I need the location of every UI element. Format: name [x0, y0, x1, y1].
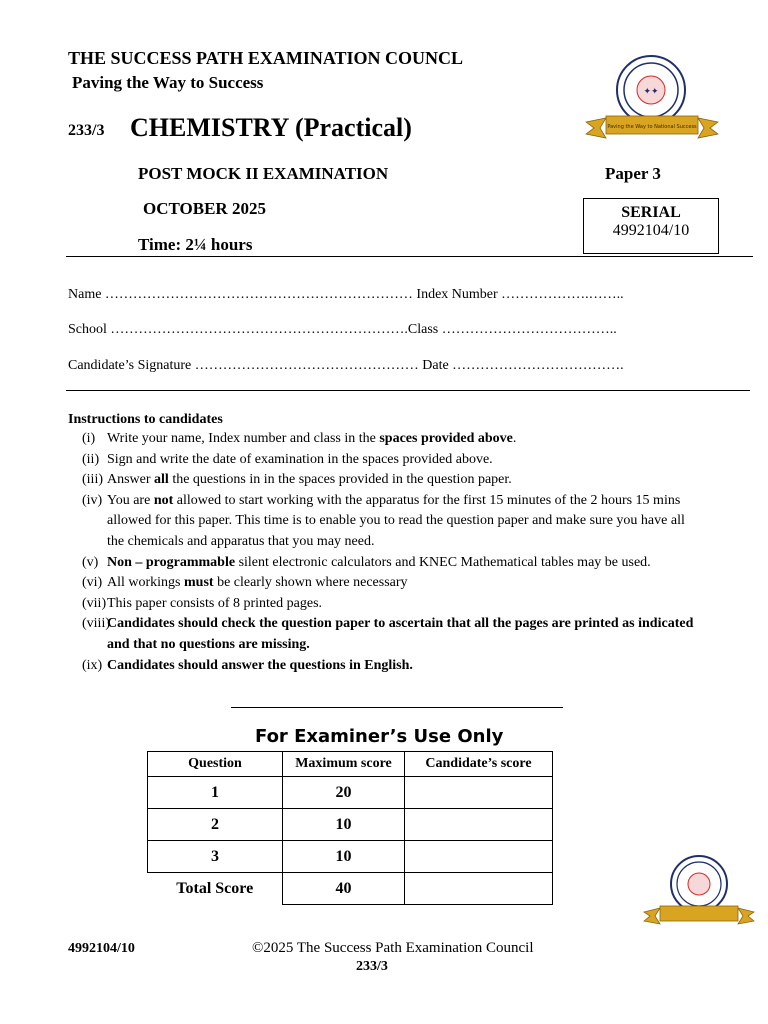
- table-row: [148, 809, 553, 841]
- instruction-number: (iv): [82, 492, 103, 508]
- paper-code: 233/3: [68, 122, 105, 139]
- serial-box: [583, 198, 719, 254]
- instruction-fragment: Candidates should answer the questions in English.: [107, 657, 413, 673]
- examiner-table: [147, 751, 553, 905]
- max-score: 10: [283, 841, 405, 873]
- instruction-text: [107, 614, 702, 655]
- instruction-item: [82, 553, 702, 574]
- instruction-fragment: All workings: [107, 575, 184, 591]
- instruction-item: [82, 491, 702, 553]
- footer-serial: 4992104/10: [68, 941, 135, 956]
- instruction-item: [82, 470, 702, 491]
- paper-number: Paper 3: [605, 164, 661, 183]
- instruction-number: (i): [82, 431, 96, 446]
- council-logo: [584, 52, 720, 144]
- footer-copyright: ©2025 The Success Path Examination Council: [252, 940, 534, 956]
- instructions-title: Instructions to candidates: [68, 412, 223, 427]
- instruction-fragment: must: [184, 575, 214, 591]
- instruction-item: [82, 656, 702, 677]
- council-name: THE SUCCESS PATH EXAMINATION COUNCL: [68, 48, 464, 68]
- candidate-score[interactable]: [405, 777, 553, 809]
- instruction-fragment: the questions in in the spaces provided in the question paper.: [168, 472, 512, 488]
- instruction-text: [107, 656, 413, 677]
- instruction-fragment: allowed to start working with the apparatus for the first 15 minutes of the 2 hours 15 mins allowed for this paper. This time is to enable you to read the question paper and make sure you have all the chemicals and apparatus that you may need.: [107, 492, 685, 549]
- instruction-text: [107, 470, 512, 491]
- instruction-number: (ii): [82, 451, 100, 467]
- instruction-fragment: Candidates should check the question paper to ascertain that all the pages are printed as indicated and that no questions are missing.: [107, 616, 694, 652]
- instruction-fragment: Non – programmable: [107, 554, 236, 570]
- table-row: [148, 841, 553, 873]
- total-row: [148, 873, 553, 905]
- candidate-score[interactable]: [405, 809, 553, 841]
- instruction-text: [107, 429, 516, 450]
- instruction-fragment: Answer: [107, 472, 155, 488]
- header-question: Question: [148, 752, 283, 777]
- instruction-fragment: be clearly shown where necessary: [213, 575, 408, 591]
- instruction-fragment: Write your name, Index number and class in the: [107, 431, 380, 446]
- instruction-number: (viii): [82, 616, 110, 632]
- instruction-fragment: This paper consists of 8 printed pages.: [107, 595, 323, 611]
- header-candidate-score: Candidate’s score: [405, 752, 553, 777]
- subject-title: CHEMISTRY (Practical): [130, 113, 412, 142]
- council-motto: Paving the Way to Success: [72, 73, 264, 92]
- instruction-fragment: silent electronic calculators and KNEC Mathematical tables may be used.: [235, 554, 651, 570]
- table-row: [148, 777, 553, 809]
- total-candidate-score[interactable]: [405, 873, 553, 905]
- serial-value: 4992104/10: [612, 222, 690, 239]
- instruction-item: [82, 450, 702, 471]
- max-score: 10: [283, 809, 405, 841]
- total-max-score: 40: [283, 873, 405, 905]
- instruction-number: (ix): [82, 657, 103, 673]
- instruction-fragment: spaces provided above: [379, 431, 513, 446]
- instruction-item: [82, 429, 702, 450]
- instruction-fragment: Sign and write the date of examination in the spaces provided above.: [107, 451, 493, 467]
- signature-field[interactable]: Candidate’s Signature ………………………………………… Date ……………………………….: [68, 358, 624, 373]
- instruction-item: [82, 594, 702, 615]
- candidate-score[interactable]: [405, 841, 553, 873]
- instruction-text: [107, 594, 322, 615]
- instruction-fragment: .: [512, 431, 517, 446]
- instruction-item: [82, 614, 702, 655]
- question-number: 1: [148, 777, 283, 809]
- serial-label: SERIAL: [621, 204, 681, 221]
- instruction-fragment: all: [154, 472, 169, 488]
- footer-paper-code: 233/3: [356, 959, 388, 974]
- instruction-text: [107, 491, 702, 553]
- header-max-score: Maximum score: [283, 752, 405, 777]
- instruction-number: (iii): [82, 472, 103, 488]
- instruction-fragment: You are: [107, 492, 154, 508]
- max-score: 20: [283, 777, 405, 809]
- question-number: 2: [148, 809, 283, 841]
- instruction-text: [107, 573, 408, 594]
- council-logo-footer: [642, 852, 756, 930]
- svg-text:Paving the Way to National Suc: Paving the Way to National Success: [607, 124, 697, 130]
- exam-date: OCTOBER 2025: [143, 199, 266, 218]
- exam-name: POST MOCK II EXAMINATION: [138, 164, 389, 183]
- instruction-number: (v): [82, 554, 99, 570]
- instruction-text: [107, 553, 651, 574]
- instruction-number: (vii): [82, 595, 107, 611]
- exam-duration: Time: 2¼ hours: [138, 235, 253, 254]
- instruction-number: (vi): [82, 575, 103, 591]
- total-label: Total Score: [148, 873, 283, 905]
- name-field[interactable]: Name ………………………………………………………… Index Number ……………….……..: [68, 287, 624, 302]
- instructions-list: [82, 429, 702, 676]
- instruction-text: [107, 450, 493, 471]
- instruction-fragment: not: [153, 492, 174, 508]
- instruction-item: [82, 573, 702, 594]
- question-number: 3: [148, 841, 283, 873]
- examiner-title: For Examiner’s Use Only: [255, 726, 504, 747]
- svg-text:✦✦: ✦✦: [643, 87, 659, 97]
- school-field[interactable]: School ……………………………………………………….Class ………………………………..: [68, 322, 617, 337]
